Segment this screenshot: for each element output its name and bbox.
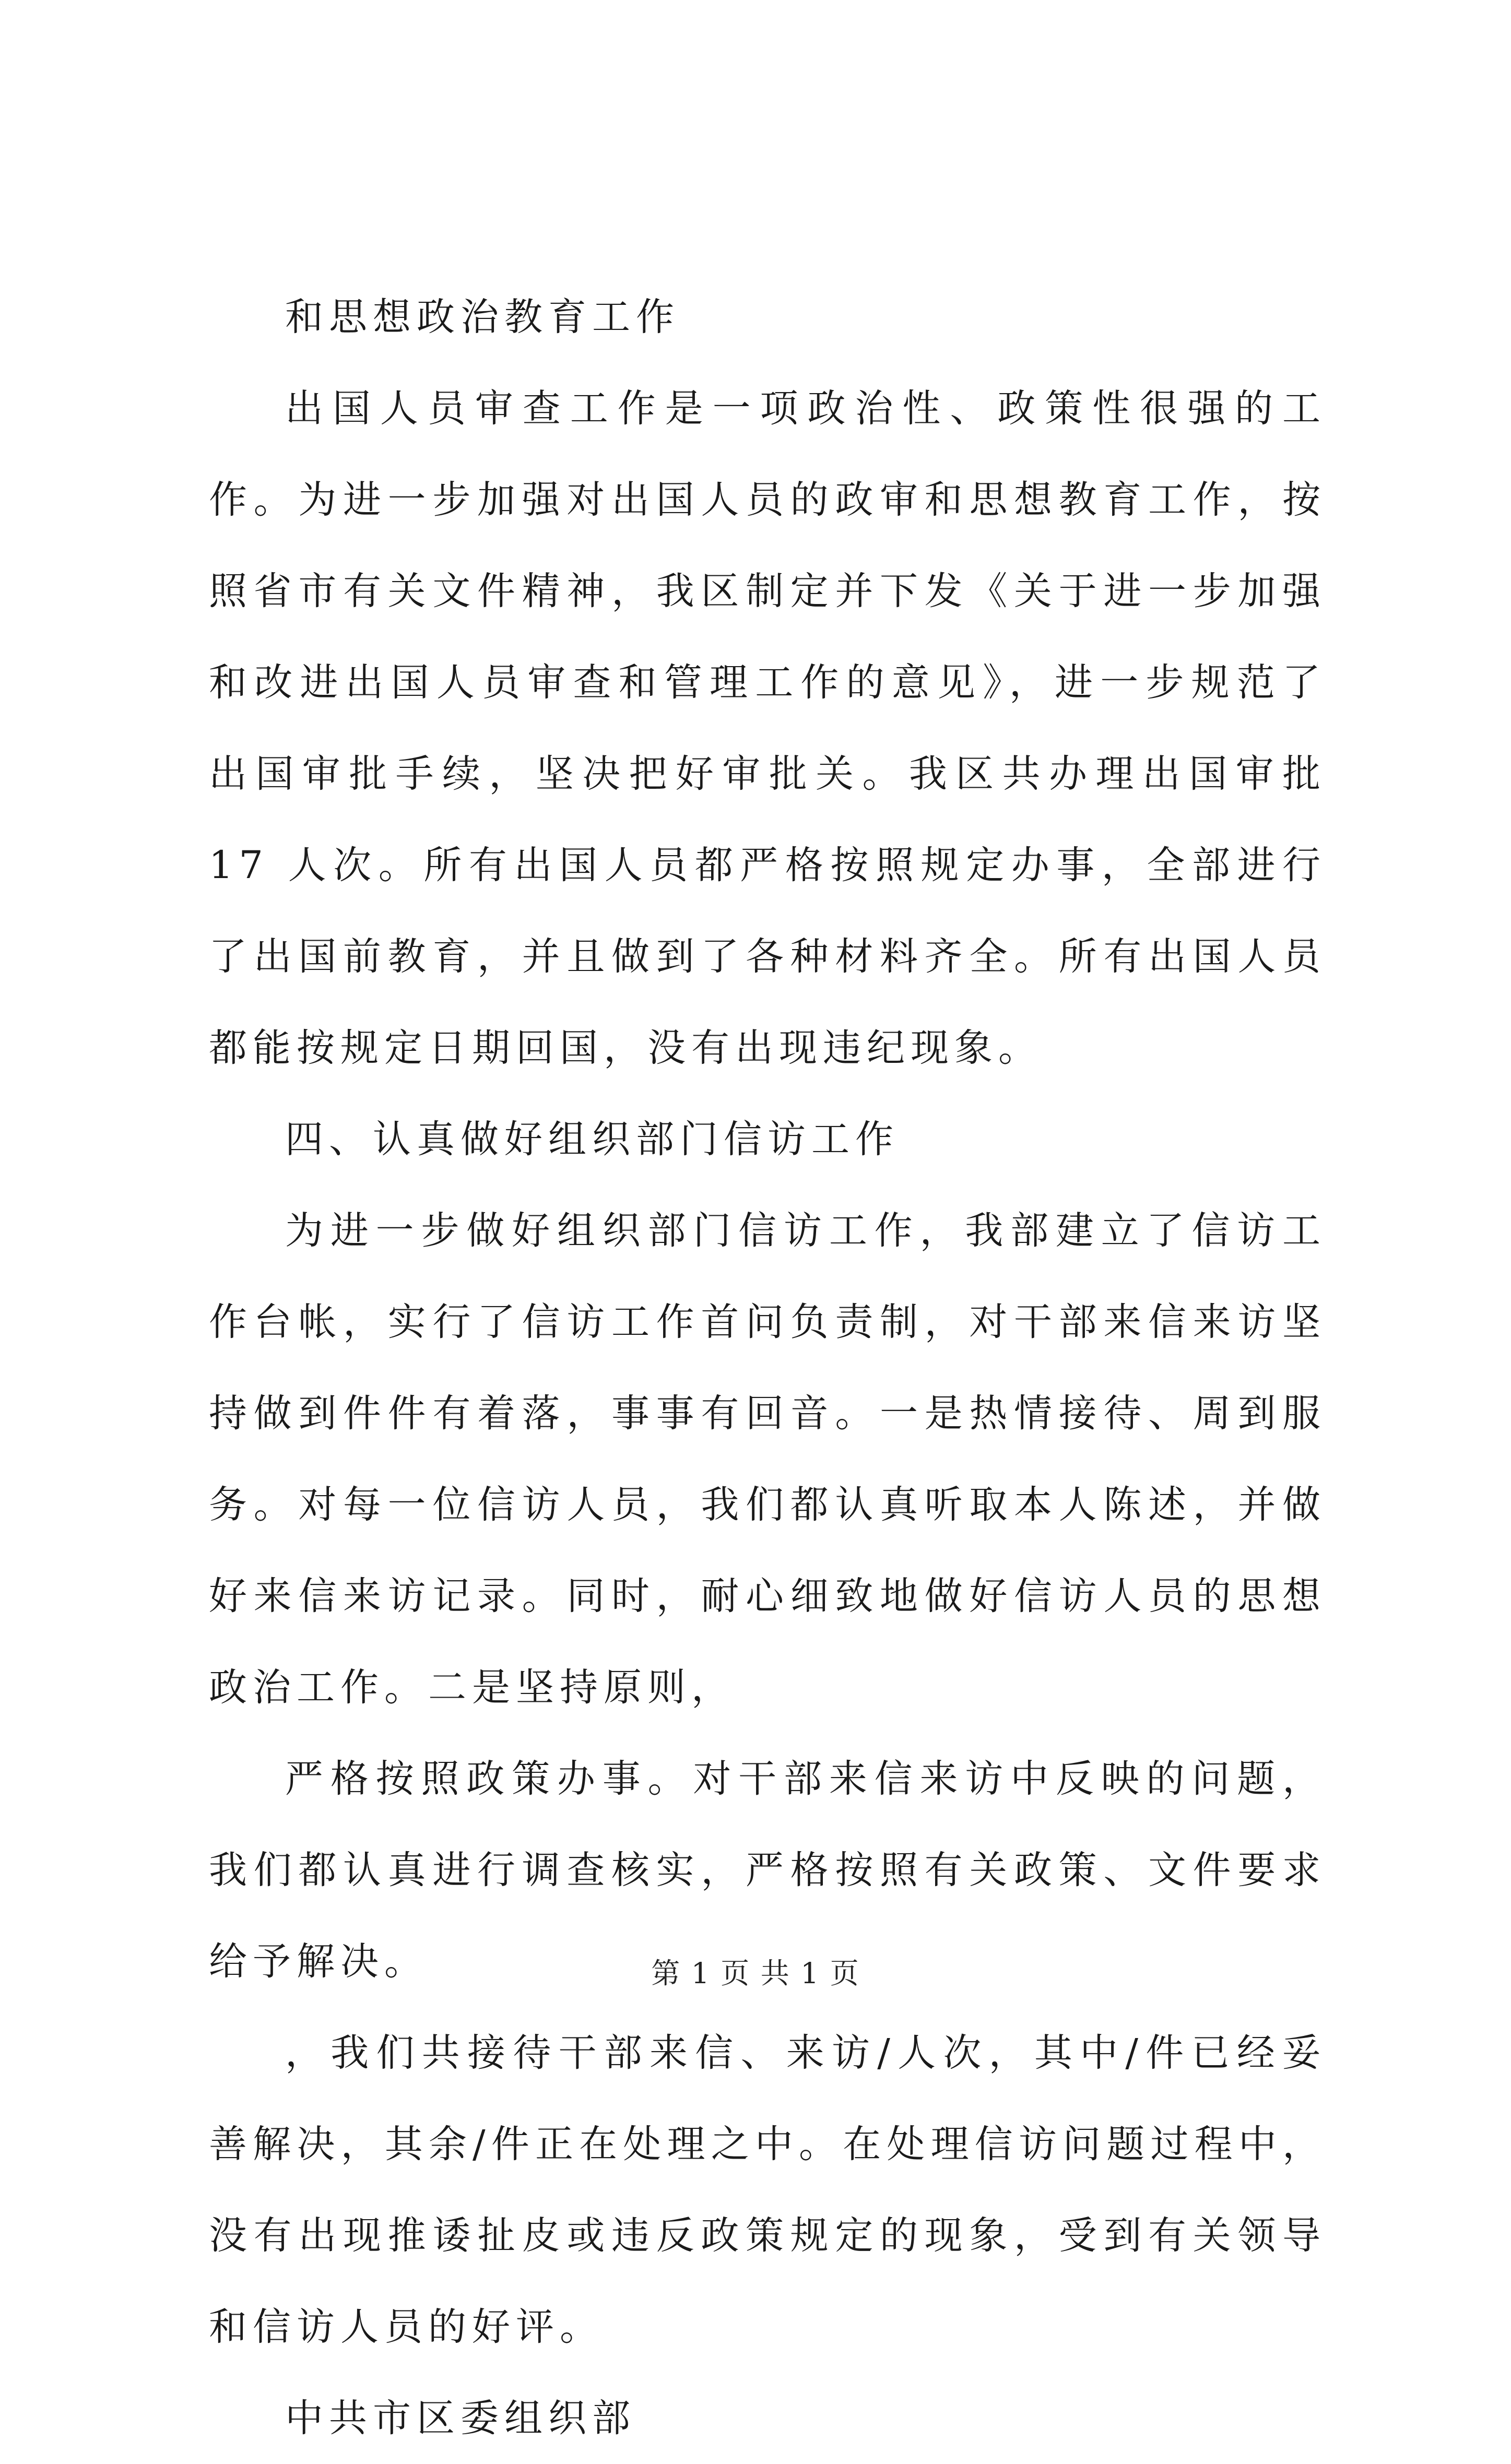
paragraph-petition-system: 为进一步做好组织部门信访工作，我部建立了信访工作台帐，实行了信访工作首问负责制，对干部来信来访坚持做到件件有着落，事事有回音。一是热情接待、周到服务。对每一位信访人员，我们都认真听取本人陈述，并做好来信来访记录。同时，耐心细致地做好信访人员的思想政治工作。二是坚持原则，	[209, 1209, 1326, 1710]
document-body	[209, 271, 1326, 2464]
paragraph-exit-review: 出国人员审查工作是一项政治性、政策性很强的工作。为进一步加强对出国人员的政审和思想教育工作，按照省市有关文件精神，我区制定并下发《关于进一步加强和改进出国人员审查和管理工作的意见》，进一步规范了出国审批手续，坚决把好审批关。我区共办理出国审批 17 人次。所有出国人员都严格按照规定办事，全部进行了出国前教育，并且做到了各种材料齐全。所有出国人员都能按规定日期回国，没有出现违纪现象。	[209, 386, 1326, 1070]
page-number-footer: 第 1 页 共 1 页	[651, 1957, 860, 1990]
paragraph-policy-handling: 严格按照政策办事。对干部来信来访中反映的问题，我们都认真进行调查核实，严格按照有关政策、文件要求给予解决。	[209, 1757, 1326, 1984]
signature-organization: 中共市区委组织部	[285, 2396, 636, 2441]
section-heading-petition-work: 四、认真做好组织部门信访工作	[285, 1117, 899, 1162]
paragraph-petition-statistics: ，我们共接待干部来信、来访/人次，其中/件已经妥善解决，其余/件正在处理之中。在处理信访问题过程中，没有出现推诿扯皮或违反政策规定的现象，受到有关领导和信访人员的好评。	[209, 2031, 1326, 2349]
section-heading-political-education: 和思想政治教育工作	[285, 295, 680, 339]
